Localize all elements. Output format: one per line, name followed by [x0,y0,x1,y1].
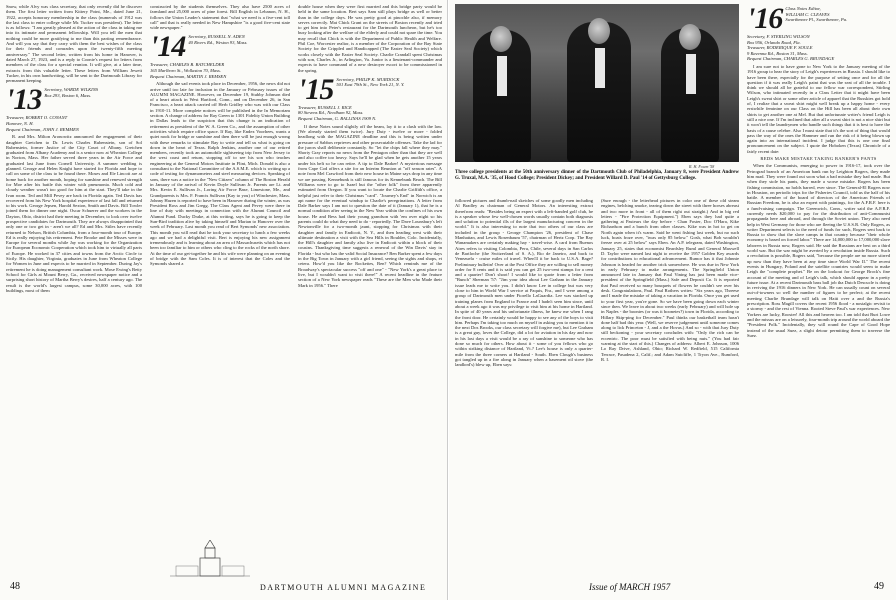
presidents-photo [455,4,739,162]
col4-body: followed pictures and thumb-nail sketches of some goodly men including Al Bradley as chairman of General Motors. An interesting extract therefrom reads: "Besides being an expert with a left-handed golf club, he is a speaker whose few well-chosen words usually contain both diagnosis and solution to potential ills of the largest manufacturing concern in the world." It is also interesting to note that two others of our class are included in the group - George Champion '26, president of Chase Manhattan, and Lewis Rosenbaum '57, chairman of Hertz Corp. The Ray Wanamakers are certainly making hay - travel-wise. A card from Buenos Aires refers to visiting Colombia, Peru, Chile, several days in San Carlos de Bariloche (the Switzerland of S. A.), Rio de Janeiro, and back to Venezuela - cruise miles of travel. When'll it be back to U.S.A. Bage? Preliminary bulletin! Over at the Post Office they are willing to sell money order for 8 cents and it is said you can get 25 two-cent stamps for a cent and a quarter! Don't shoot! I would like to quote from a letter from "Bunch" Sherman '57: "Jim your idea about Lee Graham in the January issue leads me to write you. I didn't know Lee in college but was very close to him in World War I service at Paquis, Fra., and I were among a group of Dartmouth men under Fiorello LaGuardia. Lee was stacked up training planes from England to France and I hadn't seen him since, until about a week ago it was my privilege to visit him at his home in Hartland. In spite of 40 years and his unfortunate illness, he knew me when I rang the front door. He certainly would be happy to see any of the boys to visit him. Perhaps I'm taking too much on myself in asking you to mention it in the next Dos Brooks, our class secretary will forgive me), but Lee Graham is a great guy, loves the College, did a lot for aviation in his day and now in his last days a visit would be a ray of sunshine to someone who has done so much for others. How about it - some of you fellows who go within striking distance of Hartland, Vt.? Lee's house is only a quarter-mile from the three corners at Hartland - South. Eben Clough's business got tangled up in a fire along in January when a basement oil stove (the landlord's) blew up, Eben says: [455,198,593,368]
photo-shirt-center [595,48,605,88]
class-1914-heading [150,30,290,64]
col5-body: (Sure enough - the letterhead pictures in color one of these old steam engines, belching smoke, tearing down the street with three horses abreast and two more in front - all of them right out straight.) And in big red letters - "Fire Protection Equipment.") Eben says they had quite a gathering at Pasteurs the day before - Chan Foster, Doc O'Hara, Kike Richardson and a bunch from other classes. Kike was in hot to get on North again when it's warm. Said he went fishing last week, but no such luck, boats froze over, "twas only 85 below." Gosh, what Bob wouldn't freeze over at 25 below" says Eben. An A.P. telegram, dated Washington, January 25, states that economist Beardsley Ruml and General Maxwell D. Taylor were named last night to receive the 1957 Golden Key awards for contributions to educational advancement. Rumor has it that Johnnie Johnson is headed for another trick somewhere. He was due in New York in early February to make arrangements. The Springfield Union announced late in January that Paul Vining has just been made vice-president of the Springfield (Mass.) Safe and Deposit Co. It is reported that Paul received so many bouquets of flowers he couldn't see over his desk. Congratulations, Paul. Paul Rothers writes: "Six years ago, Threese and I made the mistake of taking a vacation in Florida. Once you get used to your first year, you're gone. So we have been going down each winter since then. We leave in about two weeks (early February) and will hole up in Naples - the boonies (or was it booneies?) town in Florida, according to Hillary Skip-ping for December." Paul thinks our basketball team hasn't done half bad this year. (Well, we reserve judgement until someone comes along to lick Princeton - J, and a the Hovas.) And so - with that Jury Duty still beckoning - your secretary concludes with: "Only the rich can be eccentric. The poor must be satisfied with being nuts." (You had fair warning at the start of this.) Changes of address: Albert E. Johnson, 1006 Lo Ray Drive, Ashland, Ohio; Richard W. Redfield, 515 California Terrace, Pasadena 2, Calif.; and Adam Sutcliffe, 1 Tryon Ave., Rumford, R. I. [601,198,739,362]
treasurer-1914: Treasurer, CHARLES B. BATCHELDER [150,62,225,68]
secretary-1915: Secretary, PHILIP K. MURDOCK [336,76,400,82]
treasurer-1916-address: 9 Ravenna Rd., Boston 31, Mass. [747,50,808,56]
agent-1914: Bequest Chairman, MARTIN J. REMSEN [150,73,227,79]
photo-head-left [490,26,512,52]
treasurer-1914-address: 165 Marlboro St., Wollaston 70, Mass. [150,68,221,74]
agent-1915: Bequest Chairman, G. BALLINAS 1909 N. [298,116,377,122]
photo-caption: Three college presidents at the 50th anniversary dinner of the Dartmouth Club of Philadelphia, January 8, were President Andrew G. Truxal, M.A. '35, of Hood College; President Dickey; and President Willard D. Paul '14 of Gettysburg College. [455,170,739,181]
class-1914-treasurer-block [150,62,290,79]
class-year-1914: '14 [150,30,186,64]
treasurer-1916: Treasurer, RODERIQUE F. SOULE [747,45,813,51]
secretary-1914-address: 40 Rivers Rd., Weston 93, Mass. [188,40,248,46]
class-1913-officers [44,87,98,98]
notes-editor-1916-address: Swarthmore Pl., Swarthmore, Pa. [785,17,848,23]
class-year-1916: '16 [747,4,783,35]
secretary-1916: Secretary, F. STERLING WILSON [747,34,810,39]
notes-editor-1916: Class Notes Editor, [785,6,821,11]
column-4 [455,198,593,578]
column-3 [298,4,442,514]
treasurer-1913-address: Hanover, N. H. [6,121,34,127]
column-5 [601,198,739,578]
secretary-1914: Secretary, RUSSELL N. ADEN [188,34,245,40]
class-year-1915: '15 [298,72,334,106]
class-1916-heading [747,4,890,35]
class-1915-heading [298,72,442,106]
right-page [449,0,896,600]
col6-body-2: When the Communists, emerging to power in 1916-17, took over the Petrograd branch of an American bank run by Leighton Rogers, they made him mad. They were found out soon what a bad mistake they had made. But when they stole his pants, they made a worse mistake. Rogers has been fishing commission, no holds barred, ever since. The General-El Rogers now in Houston, on periodic trips for the Fisheries Council, told us the half of his battle. A member of the board of directors of the American Friends of Russian Freedom, he is also an expert with paintings, for the A.F.R.F. here is a fund-raising campaign. The Greenwich, Conn., writer said the A.F.R.F. currently needs $20,000 to pay for the distribution of anti-Communist propaganda here and abroad, and through the Soviet union. They also need help in West Germany for those who are fleeing the U.S.S.R. Only Rogers, as writer Department selects to the need of funds for such, Rogers sent back to Russia to show that the slave camps in that country because "their whole economy is based on forced labor." There are 14,000,000 to 17,000,000 slave laborers in Russia now, Rogers said. He said the Russians are best on a third world war. But the war might be averted by a revolution inside Russia. Such a revolution is possible, Rogers said, "because the people are no more stirred up now than they have been at any time since World War II." The recent events in Hungary, Poland and the satellite countries would seem to make Leigh the "complete prophet." Be on the lookout for George Brock's fine account of the meeting and of Leigh's talk, which should appear in a pretty future issue. At a recent Dartmouth bass ball job tha Dutch Descucle is doing in reviving the 1916 dinners in New York. He can usually count on several out-of-towners so well the number of figures to be perfect; at the recent meeting Charlie Brundage will talk on Haiti over a and the Russia's prescription. Ross Magill covers the recent 1956 flood - a nostalgic revisit to a stormy - and the rest of Vienna. Rooted Steve Paul's war experiences. New Yorkers are lucky, Rooster! All this and heaven too. I am told that Burt Lowe and the missus are on a leisurely, four-month trip around the world aboard the "President Polk." Incidentally, they will round the Cape of Good Hope instead of the usual Suez, a slight detour permitting them to traverse the Suez. [747,163,890,338]
col3-body-2: If these Notes sound slightly off the beam, lay it to a clash with the law. (We already started them twice). Jury Duty - twelve or more - folded headlong with the MAGAZINE deadline and this is being written under pressure of Sabbos reprieves and other prosecutable offenses. Take the lad for the jurors shall deliberate constantly. So "let the chips fall where they may." Shorty Gray reports no news from the Pentagon other than that they are well and also coffee too heavy. Says he'll be glad when he gets another 15 years under his belt so he can retire. A tip to Dale Barker! A mysterious message from Cape Cod offers a site for an Interim Reunion at "off season rates". A note from Mel Crawford from their new house in Maine says drop in any time we are passing. Kennebunk is still famous for its Kennebunk Beach. The Bill Williams were to go to Israel but the "other folk" from there apparently estimated from Oregon. If you want to locate the Charlie Griffith's office, a helpful just refer to their Christmas "card". "Journey's End" in Norwich is an apt name for the eventual windup to Charlie's peregrinations. A letter from Dale Barker says I am not to question the date of it (January 1), that he is a normal condition after seeing in the New Year within the confines of his own house. He and Bess had their young grandson with 'em over night so his parents could do what they need to do - reportedly. The Dave Lounsbury's left Newtonville for a two-month jaunt, stopping for Christmas with their daughter and family in Endicott, N. Y., and then heading west with their ultimate destination a visit with the Sea Hills in Boulder, Colo. Incidentally, the Hill's daughter and family also live in Endicott within a block of their cousins. Thanksgiving time suggests a renewal of the Win Davis' stay in Florida - but who has the valid Social Insurance? Ben Barker spent a few days in the Big Town in January with a girl friend, seeing the sights and shops, et cetera. How'd you like the Rockettes, Ben? Which reminds me of the Broadway's spectacular success "off and one" - "New York's a great place to live, but I wouldn't want to visit there!" A recent headline in the feature section of a New York newspaper reads "These are the Men who Made their Mark in 1956." There [298,123,442,288]
treasurer-1915-address: 80 Stevens Rd., Needham 92, Mass. [298,110,364,116]
class-1915-treasurer-block [298,105,442,122]
col1-intro: Snow, while Alvy was class secretary, that only recently did he discover them. The first letter written from Kittery Point, Me., dated June 21, 1922, accepts honorary membership in the class (numerals of 1912 was the last class to enter college while Mr. Tucker was president). The letter is as follows: "I am greatly pleased at the action of the class in taking me into its intimate and permanent fellowship. Will you tell the men that nothing could be more gratifying to me than this parting remembrance. And will you say that they carry with them the best wishes of the class for their friends and comrades upon the twenty-fifth meeting anniversary." The second letter, written from his home in Hanover, is dated March 27, 1923, and is a reply to Coonie's request for letters from members of the class for a special reunion. It will give, at a later time, extracts from this valuable letter. These letters from William Jewett Tucker, in his own handwriting, will be sent to the Dartmouth Library for permanent keeping. [6,4,142,84]
secretary-1916-address: Box 956, Orlando Road, Fla. [747,39,801,45]
page-number-left: 48 [10,581,20,592]
treasurer-1913: Treasurer, ROBERT O. CONANT [6,115,68,121]
class-1913-treasurer-block [6,115,142,132]
photo-shirt-right [686,54,696,94]
column-1 [6,4,142,579]
treasurer-1915: Treasurer, RUSSELL J. RICE [298,104,352,110]
photo-credit: R. H. Fowm '58 [689,164,715,169]
col1-body: R. and Mrs. Milton Aronowitz announced the engagement of their daughter Gretchen to Dr. Lewis Charles Rubenstein, son of Sol Rubenstein, former Justice of the City Court of Albany. Gretchen graduated from Albany Academy and is a senior now at Wheaton College in Norton, Mass. Her father served three years in the Air Force and graduated last June from Cornell University. A summer wedding is planned. George and Helen Knight have started for Florida and hope to call on some of the class to be found there. Moses and Ele Lincott are at home back for another month, hoping for sunshine and renewed strength for Moe after his battle this winter with pneumonia. Much cold and cloudy weather wasn't too good for him at the start. They'll take in the Ivan room. Ted and Mill Pevey are back in Florida again. Ted Davis has recovered from his New York hospital experience of last fall and returned to his work. George Jepsen, Harold Sexton, Smith and Davis. Bill Towler joined them for dinner one night. Oscar Schuerer and the workers in the Dayton, Ohio, district had their meeting in December, to look over twelve prospective candidates for Dartmouth. They are always disappointed that only one or two get in - aren't we all? Ed and Mrs. Stiles have recently returned to Nelson, British Columbia, from a four-month tour of Europe. Ed is really enjoying his retirement. Pete Brooke and the Misses were in Europe for several months while Jay was working for the Organization for European Economic Cooperation which took him to virtually all parts of Europe. He worked in 37 cities and towns from the Arctic Circle to Sicily. His daughter, Virginia, graduates in June from Wheaton College for Women in June and expects to be married in September. During Jay's retirement he is doing management consultant work. Mose Ewing's Betty School for Girls at Mount Berry, Ga., received newspaper notice and a surprising short history of Martha Berry's desires, half a century ago. The result is the world's largest campus, some 30,000 acres, with 100 buildings, most of them [6,134,142,293]
col3-body: double house when they were first married and this bridge party would be held in the same location. Bert says Sam still plays bridge as well or better than in the college days. He was pretty good at pinochle also, if memory serves correctly. Mat Chick Grant on the streets of Boston recently and tried to get him into Peter's restaurant for the Dartmouth luncheon, but he's too busy looking after the welfare of the elderly and could not spare the time. You may recall that Chick is with the Department of Public Health and Welfare. Phil Coe, Worcester realtor, is a member of the Corporation of the Bay State Society for the Crippled and Handicapped (The Easter Seal Society) which works closely with the Easter Seal Society. Charlie Crandall spent Christmas with son, Charles Jr., in Arlington, Va. Junior is a lieutenant-commander and expects to have command of a new destroyer escort to be commissioned in the spring. [298,4,442,73]
agent-1916: Bequest Chairman, CHARLES G. BRUNDAGE [747,56,835,62]
reds-headline: REDS MAKE MISTAKE TAKING BANKER'S PANTS [760,156,877,162]
baker-tower-sketch-icon [170,540,250,580]
page-number-right: 49 [874,581,884,592]
col6-body: I am sure not to have gone to New York to the January meeting of the 1916 group to hear the story of Leigh's experiences in Russia. I should like to have been there, especially for the purpose of setting once and for all the question if it was really Leigh's paint that was the seat of all the trouble. I think we should all be grateful to our fellow war correspondent, Stirling Wilson, who intimated recently in a Class Letter that it might have been Leigh's sweat shirt or some other article of apparel that the Russkies got hold of, I realize that a sweat shirt might well break up a happy home - every erstwhile feminine on our Class on the Hill has been all about their own shirts to get another one at Mel. But that unfortunate writer's friend Leigh is still a nice one. If I'm inclined that after all a sweat shirt is not a nice shirt but it won't tell the laundrymen who handle such things that it is best to have the basis of a cause celebre. Also I must state that it's the sort of thing that would pass the way of the ones the Hammer and run the risk of it being blown up again into an international incident. I judge that this is one one final pronouncement on the subject. I quote the Hoboken (Texas) Chronicle of a fairly recent date: [747,63,890,154]
photo-head-right [679,24,701,50]
magazine-masthead: DARTMOUTH ALUMNI MAGAZINE [260,583,427,592]
photo-shirt-left [497,56,507,96]
class-1913-heading [6,83,142,117]
issue-date: Issue of MARCH 1957 [589,582,671,592]
class-year-1913: '13 [6,83,42,117]
photo-head-center [588,18,610,44]
secretary-1913: Secretary, WARDE WILKINS [44,87,99,93]
column-6 [747,4,890,582]
agent-1913: Bequest Chairman, JOHN J. REMMEN [6,126,79,132]
class-1916-officers-block [747,34,890,62]
secretary-1913-address: Box 293, Boston 6, Mass. [44,93,92,99]
col2-body: constructed by the students themselves. They also have 2500 acres of farmland and 25,000 acres of pine forest. Bill English in Lebanon, N. H., follows the Union Leader's statement that "what we need is a five-cent toll call" and that is really needed in New Hampshire "is a good five-cent state wide newspaper." [150,4,290,31]
class-1915-officers [336,77,404,88]
class-1914-officers [188,34,247,45]
col2-body-2: Although the sad events took place in December, 1956, the news did not arrive until too late for inclusion in the January or February issues of the ALUMNI MAGAZINE. However, on December 19, Stubby Johnson died of a heart attack in West Hartford, Conn., and on December 26, in San Francisco, a heart attack carried off Herb Gridley who was with our Class in 1910-11. More complete notices will be published in the In Memoriam section. A change of address for Ray Green to 1301 Fidelity Union Building in Dallas leads to the suspicion that this change is an indication of retirement as president of the W. A. Green Co., and the assumption of other activities which require office space. If Ray, like Endex Voorhees, wants a quiet nook for bridge or sunshine and then there will be just enough wrong with these remarks to stimulate Ray to write and tell us what is going on down in the heart of Texas. Ralph Jenkins, another one of our retired members, recently took an automobile sightseeing trip from New Jersey to the west coast and return, stopping off to see his son who teaches engineering at the General Motors Institute in Flint, Mich. Donald is also a consultant to the National Committee of the A.S.M.E. which is writing up a code of testing for dynamometers and steel measuring devices. Speaking of sons, there was a notice in the "New Citizen" column of The Boston Herald in January of the arrival of Kevin Doyle Sullivan Jr. Parents are Lt. and Mrs. Kevin E. Sullivan Jr., Loring Air Force Base, Limestone, Me., and Grandparents is Mrs. F. Francis Sullivan (Kay to you) of Winchester, Mass. Johnny Hazen is reported to have been in Hanover during the winter, as was President Ross and Jim Gregg. The Class Agent and Pevey were there in line of duty with meetings in connection with the Alumni Council and Alumni Fund. Ducky Drake, at this writing, says he is going to keep the Sun-Bird tradition alive by taking himself and Marian to Hanover over the week of February. Last month you read of Bert Symonds' new association. This month you will read that he took your secretary to lunch a few weeks ago and we had a delightful visit. Bert is enjoying his new assignment tremendously and is learning about an area of Massachusetts which has not been too familiar to him or others who cling to the rocks of the north shore. At the time of our get-together he and his wife were planning on an evening of bridge with the Sam Coles. It is of interest that the Coles and the Symonds shared a [150,81,290,267]
notes-editor-1916-name: WILLIAM C. CLEAVES [785,11,830,17]
column-2 [150,4,290,579]
secretary-1915-address: 501 East 79th St., New York 21, N. Y. [336,82,405,88]
class-1916-officers [785,6,847,23]
